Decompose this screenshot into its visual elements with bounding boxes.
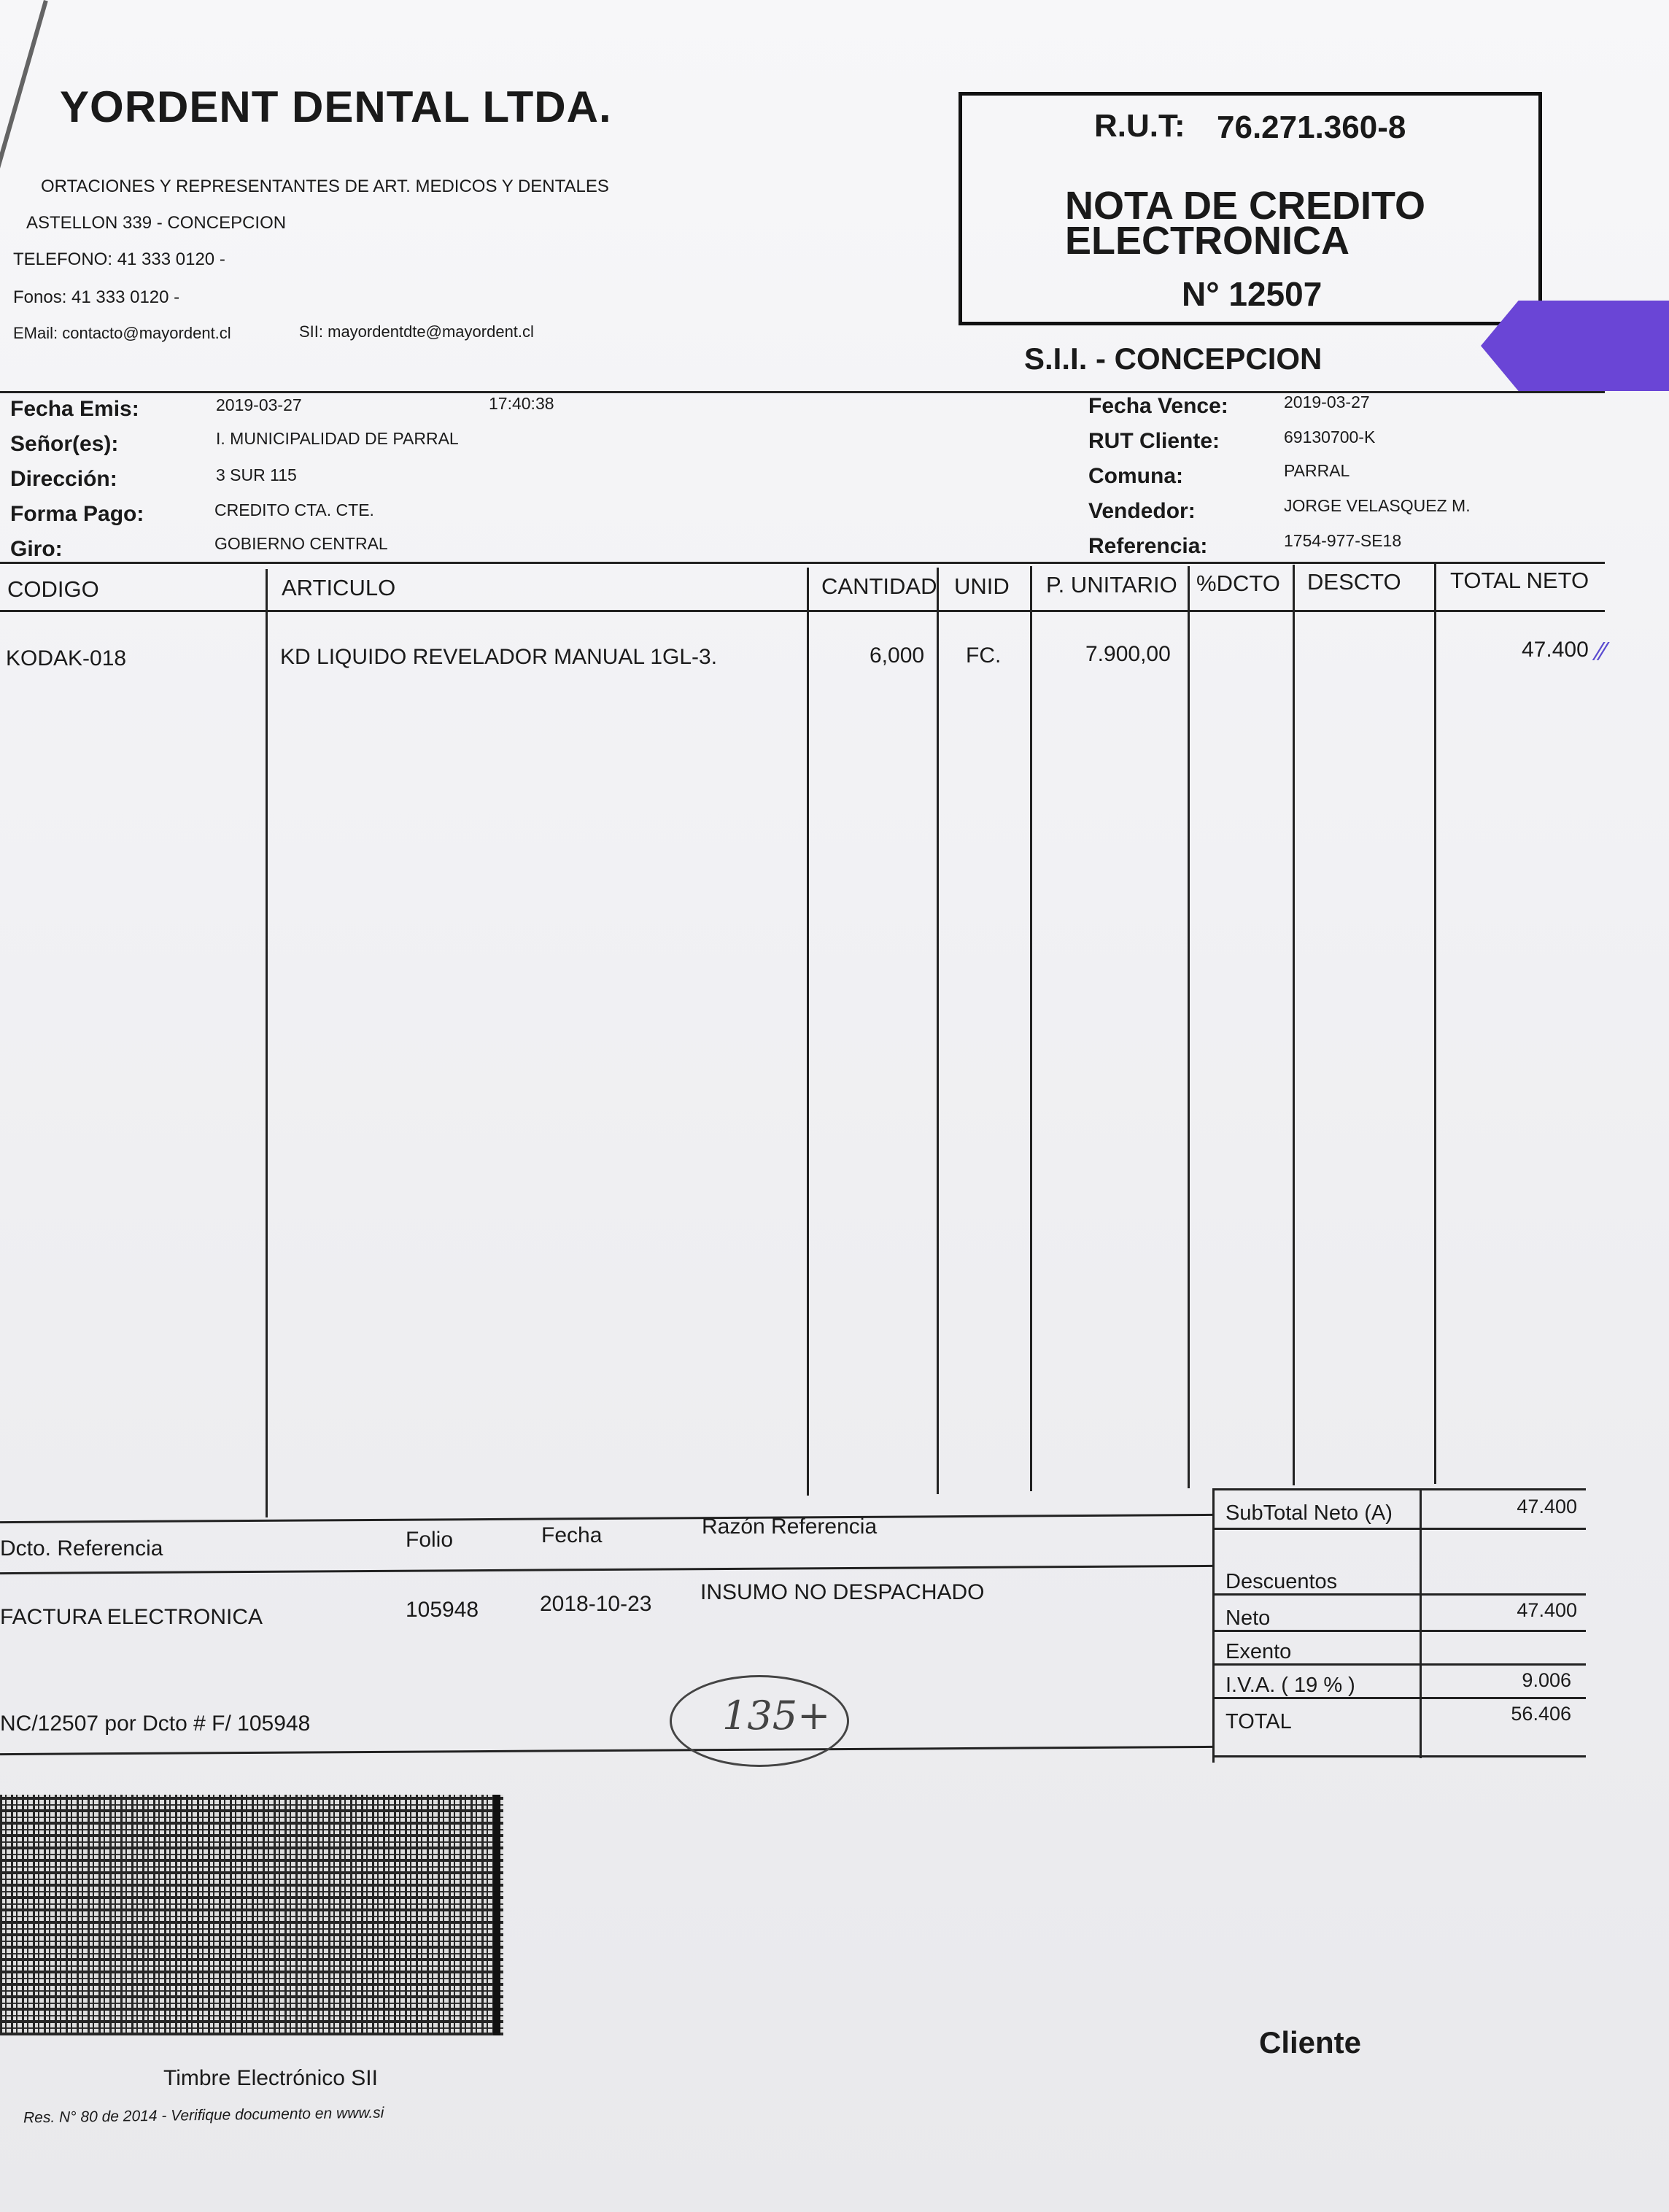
table-top-rule [0,562,1605,564]
iva-value: 9.006 [1522,1669,1571,1691]
table-header-rule [0,610,1605,612]
senor-label: Señor(es): [10,432,119,456]
totals-rule-1 [1212,1528,1586,1530]
ref-fecha: 2018-10-23 [540,1592,652,1616]
vendedor-value: JORGE VELASQUEZ M. [1284,496,1471,515]
table-row-p-unitario: 7.900,00 [1085,642,1171,666]
totals-bottom-rule [1212,1755,1586,1757]
total-label: TOTAL [1225,1710,1292,1733]
ref-razon: INSUMO NO DESPACHADO [700,1580,985,1604]
col-divider-4 [1030,566,1032,1491]
col-total-neto: TOTAL NETO [1450,568,1589,593]
ref-folio: 105948 [406,1598,479,1622]
table-row-cantidad: 6,000 [870,643,925,668]
rut-cliente-label: RUT Cliente: [1088,429,1220,453]
col-divider-3 [937,568,939,1494]
col-divider-1 [266,569,268,1517]
comuna-value: PARRAL [1284,461,1350,480]
vendedor-label: Vendedor: [1088,499,1196,523]
ref-col-razon: Razón Referencia [702,1515,878,1539]
fecha-vence-label: Fecha Vence: [1088,394,1228,418]
table-row-codigo: KODAK-018 [6,646,127,670]
neto-value: 47.400 [1517,1599,1577,1621]
subtotal-label: SubTotal Neto (A) [1225,1501,1393,1525]
handwritten-number: 135+ [722,1693,831,1739]
purple-tab-marker [1481,301,1669,391]
referencia-value: 1754-977-SE18 [1284,531,1402,550]
fecha-emis-label: Fecha Emis: [10,397,139,421]
col-pdcto: %DCTO [1196,571,1280,596]
col-articulo: ARTICULO [282,575,396,600]
doc-number: N° 12507 [1182,275,1323,313]
issuer-line1: ORTACIONES Y REPRESENTANTES DE ART. MEDICOS Y DENTALES [41,177,609,196]
subtotal-value: 47.400 [1517,1496,1577,1517]
sii-office: S.I.I. - CONCEPCION [1024,341,1323,376]
forma-pago-value: CREDITO CTA. CTE. [214,500,374,519]
col-divider-5 [1188,566,1190,1488]
forma-pago-label: Forma Pago: [10,502,144,526]
neto-label: Neto [1225,1606,1271,1630]
doc-title [1065,184,1426,263]
ref-col-fecha: Fecha [541,1523,603,1547]
pdf417-barcode [0,1795,503,2035]
table-row-articulo: KD LIQUIDO REVELADOR MANUAL 1GL-3. [280,645,718,669]
issuer-name: YORDENT DENTAL LTDA. [60,82,612,131]
table-row-unid: FC. [966,643,1002,668]
col-unid: UNID [954,573,1010,599]
totals-top-rule [1212,1488,1586,1490]
ref-col-dcto: Dcto. Referencia [0,1536,163,1561]
barcode-edge [493,1795,500,2035]
comuna-label: Comuna: [1088,464,1183,488]
referencia-label: Referencia: [1088,534,1208,558]
issuer-email: EMail: contacto@mayordent.cl [13,324,231,342]
fecha-vence-value: 2019-03-27 [1284,392,1370,411]
rut-value: 76.271.360-8 [1217,109,1406,145]
direccion-value: 3 SUR 115 [216,465,297,484]
exento-label: Exento [1225,1640,1292,1663]
ref-nota: NC/12507 por Dcto # F/ 105948 [0,1712,311,1736]
rut-label: R.U.T: [1094,108,1185,144]
doc-title-line2: ELECTRONICA [1065,219,1349,263]
giro-value: GOBIERNO CENTRAL [214,534,388,553]
table-row-total-neto: 47.400 [1522,638,1589,662]
ref-col-folio: Folio [406,1528,454,1552]
timbre-res: Res. N° 80 de 2014 - Verifique documento en www.si [23,2104,384,2127]
fecha-emis-value: 2019-03-27 [216,395,302,414]
col-divider-7 [1434,563,1436,1484]
col-cantidad: CANTIDAD [821,573,937,599]
hora-value: 17:40:38 [489,394,554,413]
issuer-phone: TELEFONO: 41 333 0120 - [13,250,225,269]
col-p-unitario: P. UNITARIO [1046,572,1177,598]
col-divider-6 [1293,565,1295,1485]
giro-label: Giro: [10,537,63,561]
doc-title-line1: NOTA DE CREDITO [1065,184,1426,228]
timbre-label: Timbre Electrónico SII [163,2066,378,2090]
iva-label: I.V.A. ( 19 % ) [1225,1674,1355,1697]
ref-dcto: FACTURA ELECTRONICA [0,1605,263,1629]
rut-cliente-value: 69130700-K [1284,428,1376,446]
descuentos-label: Descuentos [1225,1570,1338,1593]
issuer-address: ASTELLON 339 - CONCEPCION [26,213,287,233]
senor-value: I. MUNICIPALIDAD DE PARRAL [216,429,459,448]
issuer-sii-email: SII: mayordentdte@mayordent.cl [299,322,534,341]
copy-label: Cliente [1259,2025,1362,2060]
check-mark-icon: ⁄⁄ [1598,636,1607,666]
issuer-fonos: Fonos: 41 333 0120 - [13,287,180,307]
col-codigo: CODIGO [7,576,99,602]
total-value: 56.406 [1511,1703,1571,1725]
direccion-label: Dirección: [10,467,117,491]
col-divider-2 [807,568,809,1496]
col-descto: DESCTO [1307,569,1401,595]
